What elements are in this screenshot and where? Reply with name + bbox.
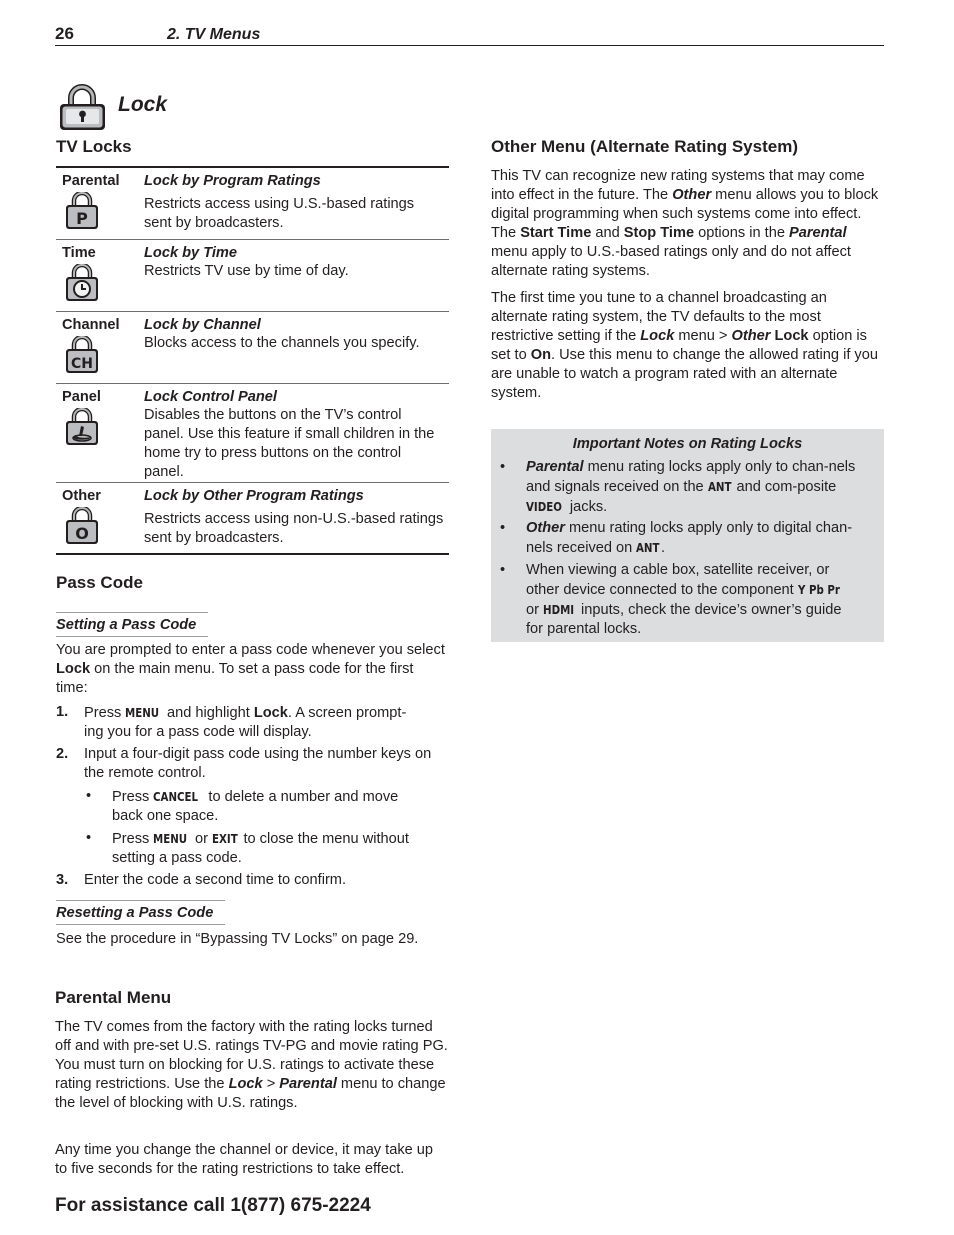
row-label: Panel (62, 389, 101, 405)
row-title: Lock Control Panel (144, 389, 277, 405)
row-title: Lock by Channel (144, 317, 261, 333)
row-title: Lock by Other Program Ratings (144, 488, 364, 504)
row-label: Parental (62, 173, 120, 189)
table-row (56, 240, 449, 312)
icon-letter: CH (71, 356, 93, 372)
section-title: Lock (118, 93, 168, 116)
tv-locks-table (56, 166, 449, 555)
table-row (56, 312, 449, 384)
row-label: Time (62, 245, 96, 261)
lock-ch-icon (65, 336, 99, 374)
row-description: Disables the buttons on the TV’s control panel. Use this feature if small children in the home try to press buttons on the control panel. (144, 407, 435, 480)
lock-p-icon (65, 192, 99, 230)
row-description: Blocks access to the channels you specify. (144, 335, 420, 351)
step-text: Enter the code a second time to confirm. (84, 872, 347, 888)
bullet: • (86, 830, 92, 846)
row-description: Restricts access using U.S.-based ratings sent by broadcasters. (144, 196, 415, 231)
parental-menu-heading: Parental Menu (55, 988, 172, 1007)
row-title: Lock by Program Ratings (144, 173, 321, 189)
note-text: Parental menu rating locks apply only to chan-nels and signals received on the ANT and com-posite VIDEO jacks. (526, 459, 856, 515)
row-description: Restricts TV use by time of day. (144, 263, 349, 279)
row-description: Restricts access using non-U.S.-based ratings sent by broadcasters. (144, 511, 444, 546)
step-number: 1. (56, 704, 69, 720)
bullet-text: Press MENU or EXIT to close the menu without setting a pass code. (112, 831, 409, 866)
step-text: Input a four-digit pass code using the number keys on the remote control. (84, 746, 432, 781)
assistance-footer: For assistance call 1(877) 675-2224 (55, 1195, 371, 1216)
lock-clock-icon (65, 264, 99, 302)
setting-pass-code-subheading: Setting a Pass Code (56, 612, 208, 637)
table-row (56, 483, 449, 555)
important-notes-box (491, 429, 884, 642)
resetting-pass-code-subheading: Resetting a Pass Code (56, 900, 225, 925)
step-text: Press MENU and highlight Lock. A screen prompt- ing you for a pass code will display. (84, 705, 407, 740)
parental-menu-paragraph: The TV comes from the factory with the rating locks turned off and with pre-set U.S. ratings TV-PG and movie rating PG. You must turn on blocking for U.S. ratings to activate these rating restrictions. Use the Lock > Parental menu to change the level of blocking with U.S. ratings. (55, 1019, 448, 1111)
resetting-text: See the procedure in “Bypassing TV Locks” on page 29. (56, 931, 419, 947)
row-title: Lock by Time (144, 245, 237, 261)
header-rule (55, 45, 884, 46)
page-number: 26 (55, 24, 74, 43)
notes-title: Important Notes on Rating Locks (572, 436, 803, 452)
lock-o-icon (65, 507, 99, 545)
parental-menu-paragraph: Any time you change the channel or device, it may take up to five seconds for the rating restrictions to take effect. (55, 1142, 434, 1177)
icon-letter: P (76, 209, 88, 228)
icon-letter: O (75, 524, 89, 543)
row-label: Other (62, 488, 101, 504)
row-label: Channel (62, 317, 120, 333)
step-number: 2. (56, 746, 69, 762)
lock-panel-icon (65, 408, 99, 446)
note-text: When viewing a cable box, satellite receiver, or other device connected to the component Y Pb Pr or HDMI inputs, check the device’s owner’s guide for parental locks. (526, 562, 842, 637)
table-row (56, 168, 449, 240)
tv-locks-heading: TV Locks (56, 137, 132, 156)
other-menu-paragraph: This TV can recognize new rating systems that may come into effect in the future. The Other menu allows you to block digital programming when such systems come into effect. The Start Time and Stop Time options in the Parental menu apply to U.S.-based ratings only and do not affect alternate rating systems. (491, 168, 879, 279)
chapter-title: 2. TV Menus (167, 26, 261, 43)
step-number: 3. (56, 872, 69, 888)
table-row (56, 384, 449, 483)
padlock-icon (57, 84, 107, 132)
other-menu-paragraph: The first time you tune to a channel broadcasting an alternate rating system, the TV defaults to the most restrictive setting if the Lock menu > Other Lock option is set to On. Use this menu to change the allowed rating if you are unable to watch a program rated with an alternate system. (491, 290, 878, 401)
bullet: • (500, 562, 506, 578)
pass-code-intro: You are prompted to enter a pass code whenever you select Lock on the main menu. To set a pass code for the first time: (56, 642, 445, 696)
bullet: • (86, 788, 92, 804)
bullet: • (500, 459, 506, 475)
bullet-text: Press CANCEL to delete a number and move back one space. (112, 789, 399, 824)
bullet: • (500, 520, 506, 536)
other-menu-heading: Other Menu (Alternate Rating System) (491, 137, 798, 156)
pass-code-heading: Pass Code (56, 573, 143, 592)
note-text: Other menu rating locks apply only to digital chan-nels received on ANT. (526, 520, 853, 556)
